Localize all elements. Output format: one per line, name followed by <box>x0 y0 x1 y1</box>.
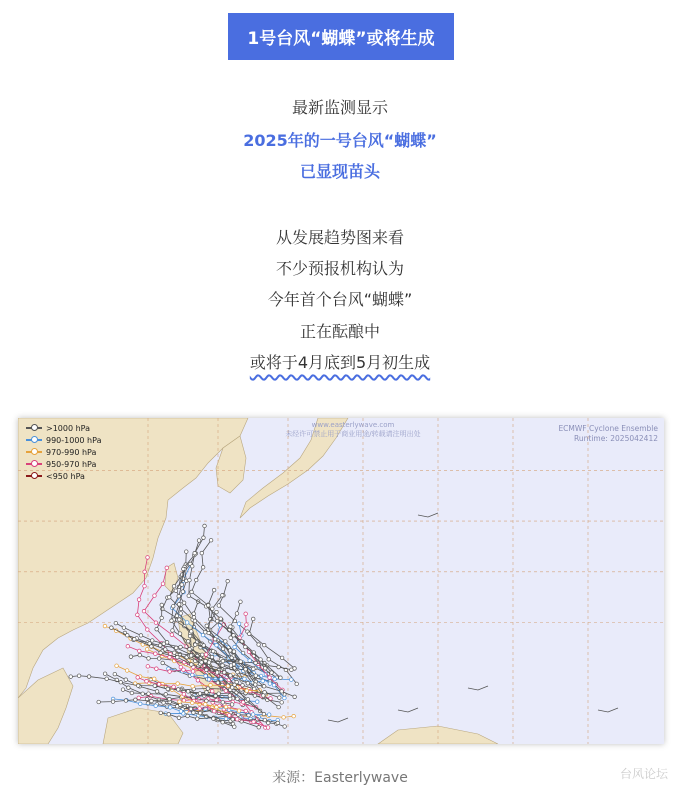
track-point <box>154 621 158 625</box>
track-point <box>205 699 209 703</box>
track-point <box>202 644 206 648</box>
track-point <box>232 633 236 637</box>
track-point <box>103 672 107 676</box>
track-point <box>236 697 240 701</box>
track-point <box>161 661 165 665</box>
track-point <box>201 565 205 569</box>
track-point <box>138 653 142 657</box>
track-point <box>157 682 161 686</box>
track-point <box>193 551 197 555</box>
track-point <box>172 685 176 689</box>
body-line-3: 今年首个台风“蝴蝶” <box>267 290 413 309</box>
track-point <box>145 679 149 683</box>
track-point <box>198 692 202 696</box>
track-point <box>190 663 194 667</box>
track-point <box>190 701 194 705</box>
track-point <box>212 717 216 721</box>
track-point <box>192 616 196 620</box>
track-point <box>206 687 210 691</box>
track-point <box>251 617 255 621</box>
track-point <box>197 539 201 543</box>
track-point <box>202 536 206 540</box>
track-point <box>221 593 225 597</box>
track-point <box>113 672 117 676</box>
track-point <box>165 566 169 570</box>
track-point <box>121 688 125 692</box>
track-point <box>124 699 128 703</box>
track-point <box>221 659 225 663</box>
track-point <box>210 655 214 659</box>
track-point <box>171 604 175 608</box>
track-point <box>154 704 158 708</box>
track-point <box>177 594 181 598</box>
track-point <box>185 621 189 625</box>
track-point <box>171 629 175 633</box>
track-point <box>170 619 174 623</box>
track-point <box>290 668 294 672</box>
track-point <box>226 579 230 583</box>
track-point <box>153 684 157 688</box>
track-point <box>228 649 232 653</box>
track-point <box>257 643 261 647</box>
legend-item <box>26 446 102 458</box>
track-point <box>272 683 276 687</box>
legend-label: >1000 hPa <box>46 423 91 433</box>
track-point <box>146 665 150 669</box>
track-point <box>150 645 154 649</box>
track-point <box>138 702 142 706</box>
track-point <box>257 725 261 729</box>
track-point <box>230 703 234 707</box>
track-point <box>186 639 190 643</box>
track-point <box>182 692 186 696</box>
track-point <box>262 684 266 688</box>
track-point <box>181 577 185 581</box>
track-point <box>191 670 195 674</box>
source-caption: 来源：Easterlywave <box>272 770 408 786</box>
track-point <box>228 694 232 698</box>
track-point <box>174 589 178 593</box>
track-point <box>170 633 174 637</box>
track-point <box>237 622 241 626</box>
track-point <box>103 624 107 628</box>
track-point <box>136 684 140 688</box>
legend-item <box>26 434 102 446</box>
track-point <box>167 595 171 599</box>
track-point <box>282 716 286 720</box>
ensemble-title: ECMWF Cyclone Ensemble <box>558 424 658 433</box>
track-point <box>155 667 159 671</box>
track-point <box>268 676 272 680</box>
track-point <box>176 655 180 659</box>
corner-logo: 台风论坛 <box>619 767 668 781</box>
track-point <box>210 689 214 693</box>
track-point <box>243 677 247 681</box>
track-point <box>119 680 123 684</box>
track-point <box>159 711 163 715</box>
typhoon-track-map <box>18 418 664 744</box>
track-point <box>211 649 215 653</box>
track-point <box>215 643 219 647</box>
track-point <box>224 705 228 709</box>
track-point <box>198 711 202 715</box>
track-point <box>292 714 296 718</box>
track-point <box>283 725 287 729</box>
track-point <box>267 658 271 662</box>
track-point <box>179 612 183 616</box>
track-point <box>111 700 115 704</box>
track-point <box>168 697 172 701</box>
track-point <box>172 584 176 588</box>
track-point <box>215 610 219 614</box>
track-point <box>178 632 182 636</box>
track-point <box>181 590 185 594</box>
track-point <box>215 705 219 709</box>
track-point <box>130 691 134 695</box>
track-point <box>219 617 223 621</box>
track-point <box>240 640 244 644</box>
track-point <box>229 664 233 668</box>
track-point <box>273 677 277 681</box>
legend-label: 950-970 hPa <box>46 459 97 469</box>
legend-item <box>26 422 102 434</box>
ensemble-runtime: Runtime: 2025042412 <box>574 434 658 443</box>
track-point <box>204 653 208 657</box>
track-point <box>168 670 172 674</box>
track-point <box>164 692 168 696</box>
track-point <box>262 643 266 647</box>
track-point <box>137 649 141 653</box>
track-point <box>204 674 208 678</box>
track-point <box>255 700 259 704</box>
body-line-4: 正在酝酿中 <box>299 322 380 341</box>
track-point <box>136 676 140 680</box>
track-point <box>232 725 236 729</box>
track-point <box>263 718 267 722</box>
track-point <box>193 619 197 623</box>
track-point <box>254 674 258 678</box>
track-point <box>244 612 248 616</box>
track-point <box>186 714 190 718</box>
track-point <box>206 604 210 608</box>
map-watermark <box>253 421 453 439</box>
track-point <box>266 726 270 730</box>
track-point <box>248 659 252 663</box>
track-point <box>122 626 126 630</box>
track-point <box>97 700 101 704</box>
track-point <box>254 661 258 665</box>
track-point <box>143 584 147 588</box>
track-point <box>124 678 128 682</box>
watermark-line-1: www.easterlywave.com <box>311 421 395 429</box>
intro-line-2: 2025年的一号台风“蝴蝶” <box>243 131 437 150</box>
body-line-5 <box>0 353 680 373</box>
track-point <box>235 612 239 616</box>
track-point <box>207 661 211 665</box>
track-point <box>179 645 183 649</box>
track-point <box>283 696 287 700</box>
track-point <box>188 647 192 651</box>
track-point <box>136 613 140 617</box>
intro-line-1: 最新监测显示 <box>291 98 388 117</box>
legend-swatch <box>26 451 42 453</box>
track-point <box>115 664 119 668</box>
track-point <box>245 689 249 693</box>
track-point <box>188 634 192 638</box>
track-point <box>137 598 141 602</box>
track-point <box>184 550 188 554</box>
track-point <box>280 701 284 705</box>
track-point <box>142 609 146 613</box>
track-point <box>207 678 211 682</box>
track-point <box>205 668 209 672</box>
map-legend <box>26 422 102 482</box>
track-point <box>154 652 158 656</box>
legend-item <box>26 458 102 470</box>
highlight-text: 或将于4月底到5月初生成 <box>249 353 431 372</box>
track-point <box>161 582 165 586</box>
track-point <box>196 678 200 682</box>
track-point <box>212 709 216 713</box>
track-point <box>194 578 198 582</box>
track-point <box>209 538 213 542</box>
track-point <box>150 639 154 643</box>
track-point <box>233 645 237 649</box>
track-point <box>254 683 258 687</box>
track-point <box>195 717 199 721</box>
track-point <box>245 623 249 627</box>
legend-label: 990-1000 hPa <box>46 435 102 445</box>
track-point <box>159 651 163 655</box>
track-point <box>259 658 263 662</box>
title-banner <box>228 13 454 60</box>
track-point <box>205 624 209 628</box>
track-point <box>177 716 181 720</box>
track-point <box>145 647 149 651</box>
track-point <box>189 707 193 711</box>
track-point <box>280 656 284 660</box>
track-point <box>251 713 255 717</box>
track-point <box>180 583 184 587</box>
track-point <box>204 659 208 663</box>
track-point <box>125 633 129 637</box>
track-point <box>110 626 114 630</box>
track-point <box>266 721 270 725</box>
ensemble-label <box>558 424 658 444</box>
track-point <box>87 675 91 679</box>
track-point <box>261 679 265 683</box>
track-point <box>221 647 225 651</box>
legend-swatch <box>26 427 42 429</box>
track-point <box>237 709 241 713</box>
track-point <box>178 700 182 704</box>
legend-label: 970-990 hPa <box>46 447 97 457</box>
track-point <box>192 711 196 715</box>
track-point <box>191 673 195 677</box>
track-point <box>252 720 256 724</box>
track-point <box>147 657 151 661</box>
track-point <box>143 570 147 574</box>
track-point <box>246 698 250 702</box>
track-point <box>200 661 204 665</box>
track-point <box>221 664 225 668</box>
track-point <box>129 655 133 659</box>
track-point <box>244 709 248 713</box>
track-point <box>289 678 293 682</box>
track-point <box>179 710 183 714</box>
track-point <box>178 618 182 622</box>
legend-label: <950 hPa <box>46 471 85 481</box>
track-point <box>200 551 204 555</box>
track-point <box>229 674 233 678</box>
track-point <box>209 683 213 687</box>
track-point <box>162 642 166 646</box>
track-point <box>176 682 180 686</box>
track-point <box>145 628 149 632</box>
track-point <box>217 604 221 608</box>
track-point <box>239 600 243 604</box>
track-point <box>224 640 228 644</box>
track-point <box>277 705 281 709</box>
track-point <box>214 694 218 698</box>
track-point <box>190 590 194 594</box>
track-point <box>215 671 219 675</box>
track-point <box>173 651 177 655</box>
track-point <box>221 701 225 705</box>
track-point <box>132 637 136 641</box>
track-point <box>212 588 216 592</box>
track-point <box>155 690 159 694</box>
track-point <box>166 687 170 691</box>
track-point <box>182 567 186 571</box>
track-point <box>268 682 272 686</box>
track-point <box>125 669 129 673</box>
track-point <box>221 720 225 724</box>
track-point <box>215 619 219 623</box>
track-point <box>114 621 118 625</box>
track-point <box>188 578 192 582</box>
track-point <box>293 695 297 699</box>
track-point <box>236 670 240 674</box>
track-point <box>160 616 164 620</box>
track-point <box>177 603 181 607</box>
track-point <box>205 691 209 695</box>
track-point <box>141 692 145 696</box>
track-point <box>168 706 172 710</box>
track-point <box>161 607 165 611</box>
track-point <box>277 665 281 669</box>
track-point <box>221 683 225 687</box>
track-point <box>146 556 150 560</box>
track-point <box>152 677 156 681</box>
intro-line-3: 已显现苗头 <box>299 162 380 181</box>
track-point <box>295 682 299 686</box>
track-point <box>189 654 193 658</box>
track-point <box>270 671 274 675</box>
title-text: 1号台风“蝴蝶”或将生成 <box>247 29 435 49</box>
track-point <box>139 634 143 638</box>
track-point <box>262 712 266 716</box>
track-point <box>150 699 154 703</box>
track-point <box>227 714 231 718</box>
body-line-1: 从发展趋势图来看 <box>275 228 404 247</box>
track-point <box>153 594 157 598</box>
track-point <box>127 686 131 690</box>
track-point <box>213 637 217 641</box>
track-point <box>267 713 271 717</box>
legend-swatch <box>26 439 42 441</box>
track-point <box>244 645 248 649</box>
track-point <box>163 648 167 652</box>
track-point <box>176 688 180 692</box>
track-point <box>278 696 282 700</box>
track-point <box>279 676 283 680</box>
track-point <box>276 721 280 725</box>
track-point <box>235 717 239 721</box>
track-point <box>203 524 207 528</box>
track-point <box>191 684 195 688</box>
watermark-line-2: 未经许可禁止用于商业用途/转载请注明出处 <box>285 430 421 438</box>
legend-item <box>26 470 102 482</box>
track-point <box>186 690 190 694</box>
track-point <box>252 667 256 671</box>
track-point <box>155 627 159 631</box>
track-point <box>253 694 257 698</box>
track-point <box>69 675 73 679</box>
track-point <box>244 667 248 671</box>
track-point <box>126 644 130 648</box>
track-point <box>239 660 243 664</box>
map-canvas <box>18 418 664 744</box>
track-point <box>230 686 234 690</box>
track-point <box>187 594 191 598</box>
track-point <box>190 564 194 568</box>
track-point <box>105 677 109 681</box>
track-point <box>134 698 138 702</box>
legend-swatch <box>26 463 42 465</box>
track-point <box>174 646 178 650</box>
track-point <box>280 690 284 694</box>
track-point <box>137 696 141 700</box>
track-point <box>247 632 251 636</box>
track-point <box>246 681 250 685</box>
body-line-2: 不少预报机构认为 <box>275 259 404 278</box>
track-point <box>189 630 193 634</box>
track-point <box>167 713 171 717</box>
legend-swatch <box>26 475 42 477</box>
track-point <box>77 674 81 678</box>
track-point <box>198 707 202 711</box>
track-point <box>160 603 164 607</box>
track-point <box>182 668 186 672</box>
track-point <box>262 694 266 698</box>
track-point <box>203 703 207 707</box>
track-point <box>223 671 227 675</box>
